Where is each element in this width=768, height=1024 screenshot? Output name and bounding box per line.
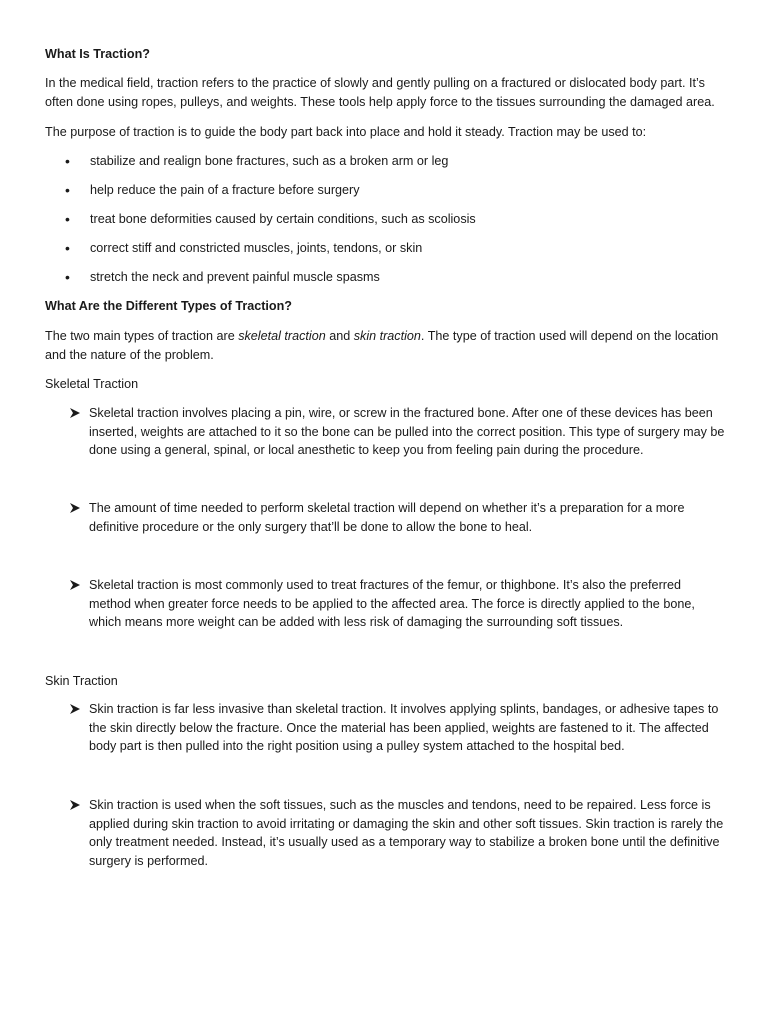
heading-types-of-traction: What Are the Different Types of Traction? [45,299,292,313]
heading-what-is-traction: What Is Traction? [45,47,150,61]
bullet-icon: • [65,211,70,227]
intro-paragraph: In the medical field, traction refers to the practice of slowly and gently pulling on a fractured or dislocated body part. It’s often done using ropes, pulleys, and weights. These tools help apply force to the tissues surrounding the damaged area. [45,76,715,109]
arrow-bullet-icon [69,799,81,811]
arrow-bullet-icon [69,502,81,514]
bullet-icon: • [65,153,70,169]
bullet-icon: • [65,182,70,198]
types-paragraph: The two main types of traction are skeletal traction and skin traction. The type of traction used will depend on the location and the nature of the problem. [45,329,719,362]
arrow-bullet-icon [69,407,81,419]
arrow-bullet-icon [69,703,81,715]
skeletal-traction-term: skeletal traction [238,329,326,343]
heading-skeletal-traction: Skeletal Traction [45,377,139,391]
bullet-icon: • [65,269,70,285]
purpose-paragraph: The purpose of traction is to guide the body part back into place and hold it steady. Traction may be used to: [45,125,647,139]
arrow-bullet-icon [69,579,81,591]
bullet-icon: • [65,240,70,256]
heading-skin-traction: Skin Traction [45,674,118,688]
skin-traction-term: skin traction [353,329,421,343]
